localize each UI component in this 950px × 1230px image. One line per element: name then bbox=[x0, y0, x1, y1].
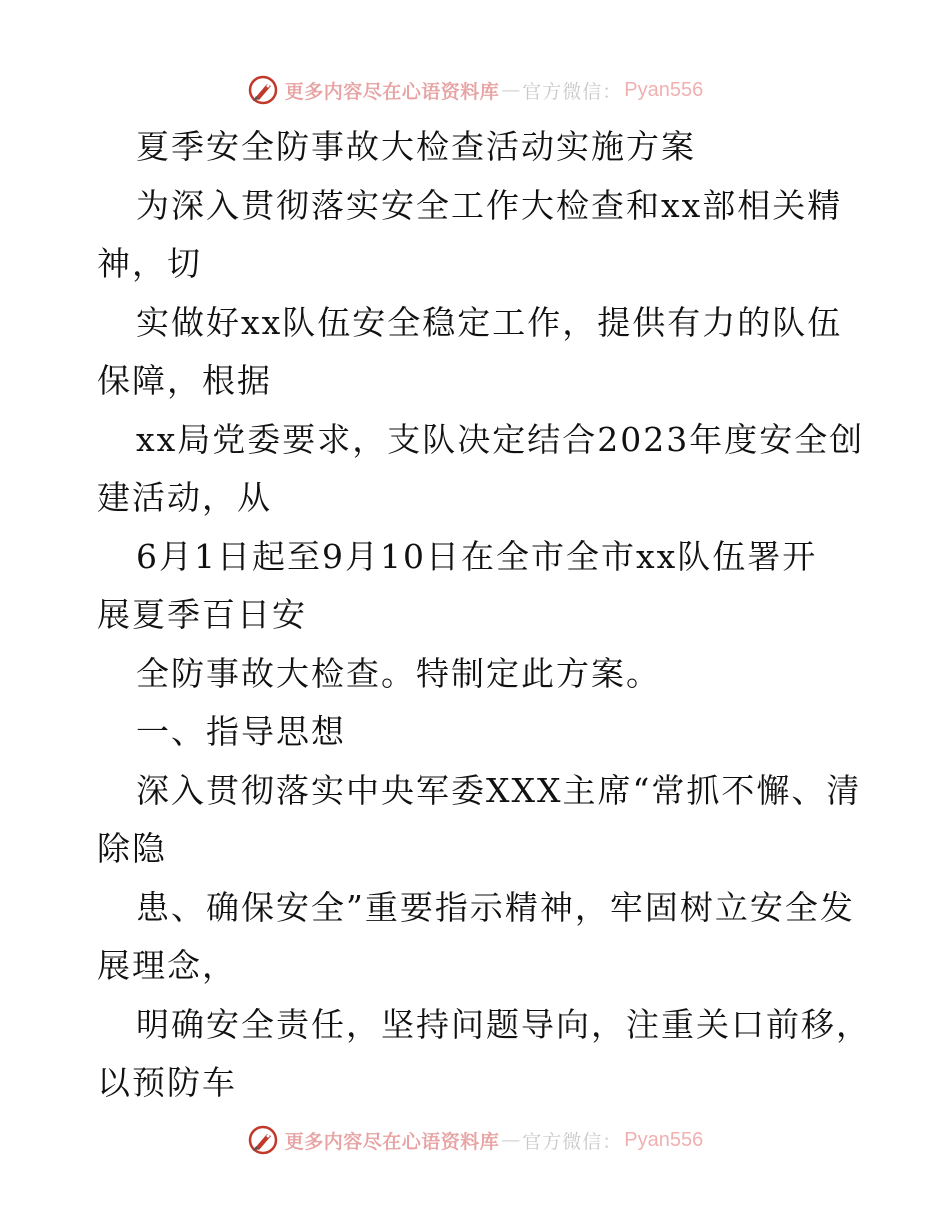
text-line: 明确安全责任，坚持问题导向，注重关口前移， bbox=[136, 1004, 871, 1044]
text-line: 保障，根据 bbox=[97, 361, 272, 400]
text-line: 夏季安全防事故大检查活动实施方案 bbox=[136, 127, 696, 166]
text-line: 患、确保安全”重要指示精神，牢固树立安全发 bbox=[136, 887, 855, 927]
footer-wechat-id: Pyan556 bbox=[624, 1128, 704, 1151]
text-line: 6月1日起至9月10日在全市全市xx队伍署开 bbox=[136, 536, 818, 576]
footer-dash: — bbox=[501, 1129, 521, 1151]
footer-watermark bbox=[0, 1120, 950, 1160]
fountain-pen-logo-icon bbox=[247, 74, 279, 106]
text-line: 除隐 bbox=[97, 829, 167, 868]
text-line: 为深入贯彻落实安全工作大检查和xx部相关精 bbox=[136, 185, 843, 225]
header-wechat-id: Pyan556 bbox=[624, 78, 704, 101]
header-dash: — bbox=[501, 79, 521, 101]
footer-wechat-label: 官方微信： bbox=[522, 1130, 623, 1153]
document-body bbox=[97, 118, 871, 1113]
fountain-pen-logo-icon bbox=[247, 1124, 279, 1156]
text-line: 实做好xx队伍安全稳定工作，提供有力的队伍 bbox=[136, 302, 843, 342]
text-line: 展夏季百日安 bbox=[97, 595, 307, 634]
text-line: 以预防车 bbox=[97, 1063, 237, 1102]
header-watermark bbox=[0, 70, 950, 110]
header-slogan: 更多内容尽在心语资料库 bbox=[284, 80, 500, 103]
text-line: 建活动，从 bbox=[97, 478, 272, 517]
text-line: 全防事故大检查。特制定此方案。 bbox=[136, 653, 661, 693]
text-line: 展理念， bbox=[97, 946, 237, 985]
text-line: 神，切 bbox=[97, 244, 202, 283]
text-line: 深入贯彻落实中央军委XXX主席“常抓不懈、清 bbox=[136, 770, 862, 810]
text-line: xx局党委要求，支队决定结合2023年度安全创 bbox=[136, 419, 865, 459]
footer-slogan: 更多内容尽在心语资料库 bbox=[284, 1130, 500, 1153]
text-line: 一、指导思想 bbox=[136, 712, 346, 751]
header-wechat-label: 官方微信： bbox=[522, 80, 623, 103]
